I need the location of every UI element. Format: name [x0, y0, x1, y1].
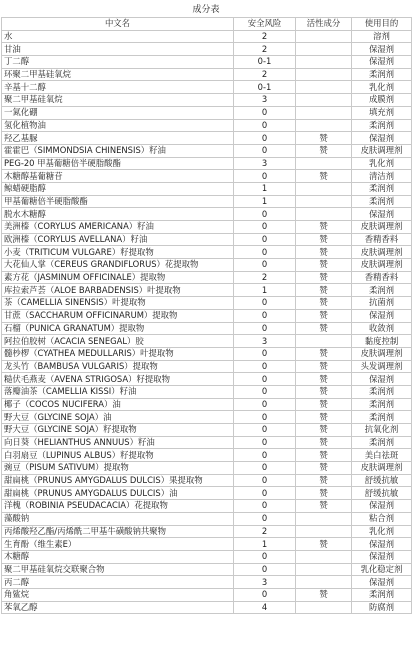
table-row — [2, 563, 412, 576]
safety-risk: 3 — [234, 576, 296, 589]
safety-risk: 3 — [234, 157, 296, 170]
ingredient-name: 藻酸钠 — [2, 512, 234, 525]
table-row — [2, 94, 412, 107]
purpose: 粘合剂 — [352, 512, 412, 525]
ingredient-name: 豌豆（PISUM SATIVUM）提取物 — [2, 462, 234, 475]
active-flag: 赞 — [296, 170, 352, 183]
ingredient-name: 丙烯酸羟乙酯/丙烯酰二甲基牛磺酸钠共聚物 — [2, 525, 234, 538]
active-flag — [296, 56, 352, 69]
purpose: 乳化剂 — [352, 525, 412, 538]
table-row — [2, 487, 412, 500]
active-flag — [296, 525, 352, 538]
ingredient-name: 甘蔗（SACCHARUM OFFICINARUM）提取物 — [2, 309, 234, 322]
ingredient-name: 聚二甲基硅氧烷交联聚合物 — [2, 563, 234, 576]
safety-risk: 3 — [234, 335, 296, 348]
ingredient-name: 甜扁桃（PRUNUS AMYGDALUS DULCIS）油 — [2, 487, 234, 500]
safety-risk: 0 — [234, 233, 296, 246]
page-title: 成分表 — [192, 5, 220, 15]
safety-risk: 0 — [234, 106, 296, 119]
table-row — [2, 144, 412, 157]
purpose: 保湿剂 — [352, 309, 412, 322]
table-row — [2, 500, 412, 513]
table-row — [2, 195, 412, 208]
safety-risk: 0 — [234, 424, 296, 437]
purpose: 柔润剂 — [352, 119, 412, 132]
ingredient-name: 脱水木糖醇 — [2, 208, 234, 221]
safety-risk: 0 — [234, 170, 296, 183]
purpose: 皮肤调理剂 — [352, 144, 412, 157]
active-flag — [296, 601, 352, 614]
active-flag: 赞 — [296, 360, 352, 373]
safety-risk: 0 — [234, 487, 296, 500]
safety-risk: 0 — [234, 322, 296, 335]
header-safety-risk: 安全风险 — [234, 18, 296, 31]
table-row — [2, 449, 412, 462]
purpose: 收敛剂 — [352, 322, 412, 335]
ingredient-table — [1, 17, 412, 614]
ingredient-name: 羟乙基脲 — [2, 132, 234, 145]
active-flag — [296, 106, 352, 119]
ingredient-name: 糙伏毛燕麦（AVENA STRIGOSA）籽提取物 — [2, 373, 234, 386]
safety-risk: 0 — [234, 132, 296, 145]
table-row — [2, 373, 412, 386]
active-flag: 赞 — [296, 144, 352, 157]
purpose: 柔润剂 — [352, 398, 412, 411]
ingredient-name: 库拉索芦荟（ALOE BARBADENSIS）叶提取物 — [2, 284, 234, 297]
safety-risk: 1 — [234, 182, 296, 195]
active-flag: 赞 — [296, 297, 352, 310]
ingredient-name: 甜扁桃（PRUNUS AMYGDALUS DULCIS）果提取物 — [2, 474, 234, 487]
header-chinese-name: 中文名 — [2, 18, 234, 31]
table-row — [2, 576, 412, 589]
ingredient-name: 阿拉伯胶树（ACACIA SENEGAL）胶 — [2, 335, 234, 348]
ingredient-name: 洋槐（ROBINIA PSEUDACACIA）花提取物 — [2, 500, 234, 513]
active-flag — [296, 576, 352, 589]
active-flag — [296, 182, 352, 195]
safety-risk: 0 — [234, 449, 296, 462]
table-row — [2, 30, 412, 43]
purpose: 填充剂 — [352, 106, 412, 119]
table-row — [2, 398, 412, 411]
table-row — [2, 309, 412, 322]
table-row — [2, 335, 412, 348]
purpose: 抗菌剂 — [352, 297, 412, 310]
active-flag: 赞 — [296, 487, 352, 500]
header-active-ingredient: 活性成分 — [296, 18, 352, 31]
safety-risk: 2 — [234, 43, 296, 56]
table-row — [2, 360, 412, 373]
ingredient-name: 丙二醇 — [2, 576, 234, 589]
table-row — [2, 424, 412, 437]
active-flag: 赞 — [296, 221, 352, 234]
table-row — [2, 259, 412, 272]
ingredient-name: 丁二醇 — [2, 56, 234, 69]
purpose: 舒缓抗敏 — [352, 474, 412, 487]
table-row — [2, 81, 412, 94]
table-row — [2, 322, 412, 335]
safety-risk: 0 — [234, 309, 296, 322]
purpose: 柔润剂 — [352, 284, 412, 297]
table-row — [2, 284, 412, 297]
active-flag: 赞 — [296, 284, 352, 297]
active-flag: 赞 — [296, 322, 352, 335]
ingredient-name: 氢化植物油 — [2, 119, 234, 132]
safety-risk: 0 — [234, 436, 296, 449]
purpose: 皮肤调理剂 — [352, 259, 412, 272]
table-row — [2, 347, 412, 360]
ingredient-name: 石榴（PUNICA GRANATUM）提取物 — [2, 322, 234, 335]
table-row — [2, 233, 412, 246]
ingredient-name: 生育酚（维生素E） — [2, 538, 234, 551]
safety-risk: 0 — [234, 221, 296, 234]
purpose: 乳化剂 — [352, 81, 412, 94]
table-row — [2, 170, 412, 183]
ingredient-name: 霍霍巴（SIMMONDSIA CHINENSIS）籽油 — [2, 144, 234, 157]
active-flag — [296, 30, 352, 43]
purpose: 乳化稳定剂 — [352, 563, 412, 576]
ingredient-name: 龙头竹（BAMBUSA VULGARIS）提取物 — [2, 360, 234, 373]
purpose: 保湿剂 — [352, 56, 412, 69]
purpose: 柔润剂 — [352, 588, 412, 601]
table-row — [2, 601, 412, 614]
safety-risk: 0 — [234, 208, 296, 221]
table-row — [2, 221, 412, 234]
table-row — [2, 271, 412, 284]
purpose: 舒缓抗敏 — [352, 487, 412, 500]
table-row — [2, 411, 412, 424]
purpose: 头发调理剂 — [352, 360, 412, 373]
purpose: 柔润剂 — [352, 436, 412, 449]
ingredient-name: 辛基十二醇 — [2, 81, 234, 94]
table-row — [2, 436, 412, 449]
ingredient-name: 木糖醇基葡糖苷 — [2, 170, 234, 183]
active-flag: 赞 — [296, 246, 352, 259]
purpose: 柔润剂 — [352, 385, 412, 398]
ingredient-name: 甘油 — [2, 43, 234, 56]
ingredient-name: PEG-20 甲基葡糖倍半硬脂酸酯 — [2, 157, 234, 170]
table-row — [2, 297, 412, 310]
active-flag — [296, 157, 352, 170]
purpose: 香精香料 — [352, 233, 412, 246]
safety-risk: 1 — [234, 538, 296, 551]
ingredient-name: 鲸蜡硬脂醇 — [2, 182, 234, 195]
table-row — [2, 119, 412, 132]
safety-risk: 2 — [234, 525, 296, 538]
purpose: 皮肤调理剂 — [352, 246, 412, 259]
table-row — [2, 588, 412, 601]
ingredient-name: 椰子（COCOS NUCIFERA）油 — [2, 398, 234, 411]
safety-risk: 2 — [234, 68, 296, 81]
active-flag: 赞 — [296, 500, 352, 513]
table-row — [2, 208, 412, 221]
active-flag: 赞 — [296, 588, 352, 601]
purpose: 抗氧化剂 — [352, 424, 412, 437]
safety-risk: 0 — [234, 385, 296, 398]
active-flag — [296, 563, 352, 576]
active-flag — [296, 81, 352, 94]
table-row — [2, 474, 412, 487]
safety-risk: 0 — [234, 360, 296, 373]
active-flag — [296, 94, 352, 107]
active-flag: 赞 — [296, 449, 352, 462]
safety-risk: 0 — [234, 119, 296, 132]
purpose: 保湿剂 — [352, 132, 412, 145]
safety-risk: 0 — [234, 500, 296, 513]
purpose: 乳化剂 — [352, 157, 412, 170]
safety-risk: 0 — [234, 144, 296, 157]
table-row — [2, 550, 412, 563]
safety-risk: 0 — [234, 373, 296, 386]
active-flag: 赞 — [296, 424, 352, 437]
table-row — [2, 56, 412, 69]
purpose: 柔润剂 — [352, 68, 412, 81]
purpose: 香精香料 — [352, 271, 412, 284]
safety-risk: 4 — [234, 601, 296, 614]
active-flag — [296, 68, 352, 81]
table-row — [2, 538, 412, 551]
ingredient-name: 向日葵（HELIANTHUS ANNUUS）籽油 — [2, 436, 234, 449]
table-body — [2, 30, 412, 614]
ingredient-name: 髓杪椤（CYATHEA MEDULLARIS）叶提取物 — [2, 347, 234, 360]
safety-risk: 2 — [234, 271, 296, 284]
active-flag: 赞 — [296, 271, 352, 284]
safety-risk: 0 — [234, 563, 296, 576]
ingredient-name: 欧洲榛（CORYLUS AVELLANA）籽油 — [2, 233, 234, 246]
ingredient-name: 素方花（JASMINUM OFFICINALE）提取物 — [2, 271, 234, 284]
ingredient-name: 环聚二甲基硅氧烷 — [2, 68, 234, 81]
table-row — [2, 157, 412, 170]
purpose: 保湿剂 — [352, 43, 412, 56]
active-flag — [296, 119, 352, 132]
active-flag — [296, 195, 352, 208]
purpose: 保湿剂 — [352, 373, 412, 386]
safety-risk: 0 — [234, 474, 296, 487]
ingredient-name: 野大豆（GLYCINE SOJA）油 — [2, 411, 234, 424]
ingredient-name: 小麦（TRITICUM VULGARE）籽提取物 — [2, 246, 234, 259]
active-flag — [296, 335, 352, 348]
purpose: 柔润剂 — [352, 195, 412, 208]
active-flag: 赞 — [296, 233, 352, 246]
ingredient-name: 水 — [2, 30, 234, 43]
table-row — [2, 462, 412, 475]
table-row — [2, 106, 412, 119]
active-flag: 赞 — [296, 385, 352, 398]
safety-risk: 0 — [234, 588, 296, 601]
purpose: 美白祛斑 — [352, 449, 412, 462]
active-flag: 赞 — [296, 132, 352, 145]
active-flag: 赞 — [296, 259, 352, 272]
ingredient-name: 茶（CAMELLIA SINENSIS）叶提取物 — [2, 297, 234, 310]
ingredient-name: 白羽扇豆（LUPINUS ALBUS）籽提取物 — [2, 449, 234, 462]
table-row — [2, 525, 412, 538]
ingredient-name: 甲基葡糖倍半硬脂酸酯 — [2, 195, 234, 208]
purpose: 保湿剂 — [352, 550, 412, 563]
safety-risk: 0-1 — [234, 81, 296, 94]
table-row — [2, 182, 412, 195]
purpose: 黏度控制 — [352, 335, 412, 348]
active-flag: 赞 — [296, 474, 352, 487]
purpose: 柔润剂 — [352, 182, 412, 195]
ingredient-name: 一氮化硼 — [2, 106, 234, 119]
table-row — [2, 43, 412, 56]
safety-risk: 0 — [234, 259, 296, 272]
purpose: 成膜剂 — [352, 94, 412, 107]
safety-risk: 3 — [234, 94, 296, 107]
safety-risk: 1 — [234, 195, 296, 208]
purpose: 皮肤调理剂 — [352, 347, 412, 360]
ingredient-name: 木糖醇 — [2, 550, 234, 563]
safety-risk: 2 — [234, 30, 296, 43]
purpose: 保湿剂 — [352, 500, 412, 513]
table-row — [2, 246, 412, 259]
purpose: 保湿剂 — [352, 538, 412, 551]
safety-risk: 0 — [234, 550, 296, 563]
safety-risk: 0 — [234, 347, 296, 360]
purpose: 皮肤调理剂 — [352, 221, 412, 234]
ingredient-name: 聚二甲基硅氧烷 — [2, 94, 234, 107]
active-flag — [296, 550, 352, 563]
active-flag: 赞 — [296, 462, 352, 475]
active-flag: 赞 — [296, 398, 352, 411]
ingredient-name: 落瓣油茶（CAMELLIA KISSI）籽油 — [2, 385, 234, 398]
safety-risk: 0 — [234, 462, 296, 475]
active-flag: 赞 — [296, 538, 352, 551]
safety-risk: 0 — [234, 398, 296, 411]
active-flag — [296, 43, 352, 56]
active-flag: 赞 — [296, 373, 352, 386]
purpose: 保湿剂 — [352, 208, 412, 221]
purpose: 保湿剂 — [352, 576, 412, 589]
ingredient-name: 美洲榛（CORYLUS AMERICANA）籽油 — [2, 221, 234, 234]
purpose: 柔润剂 — [352, 411, 412, 424]
active-flag — [296, 208, 352, 221]
purpose: 清洁剂 — [352, 170, 412, 183]
table-row — [2, 132, 412, 145]
safety-risk: 0-1 — [234, 56, 296, 69]
safety-risk: 0 — [234, 411, 296, 424]
active-flag: 赞 — [296, 347, 352, 360]
ingredient-name: 苯氧乙醇 — [2, 601, 234, 614]
table-row — [2, 385, 412, 398]
ingredient-name: 野大豆（GLYCINE SOJA）籽提取物 — [2, 424, 234, 437]
safety-risk: 0 — [234, 512, 296, 525]
active-flag: 赞 — [296, 309, 352, 322]
active-flag — [296, 512, 352, 525]
ingredient-name: 角鲨烷 — [2, 588, 234, 601]
ingredient-name: 大花仙人掌（CEREUS GRANDIFLORUS）花提取物 — [2, 259, 234, 272]
purpose: 溶剂 — [352, 30, 412, 43]
purpose: 皮肤调理剂 — [352, 462, 412, 475]
active-flag: 赞 — [296, 411, 352, 424]
active-flag: 赞 — [296, 436, 352, 449]
table-row — [2, 512, 412, 525]
table-row — [2, 68, 412, 81]
safety-risk: 0 — [234, 297, 296, 310]
header-purpose: 使用目的 — [352, 18, 412, 31]
safety-risk: 0 — [234, 246, 296, 259]
safety-risk: 1 — [234, 284, 296, 297]
purpose: 防腐剂 — [352, 601, 412, 614]
table-header-row — [2, 18, 412, 31]
